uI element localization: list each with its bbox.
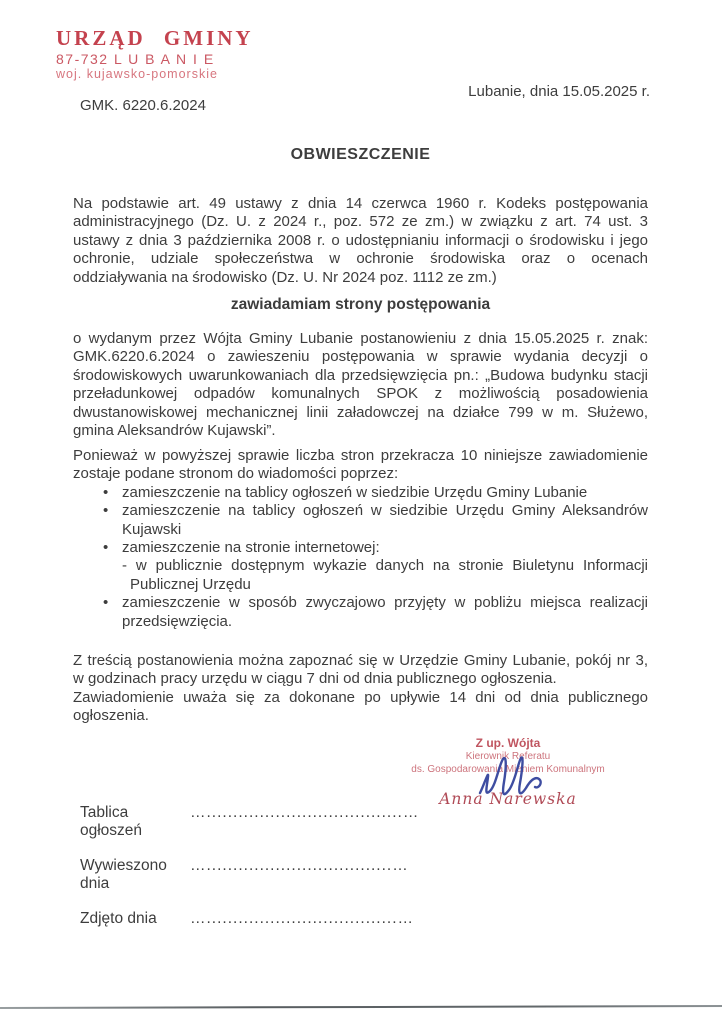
decision-paragraph: o wydanym przez Wójta Gminy Lubanie postanowieniu z dnia 15.05.2025 r. znak: GMK.6220.6.2024 o zawieszeniu postępowania w sprawie wydania decyzji o środowiskowych uwarunkowaniach dla przedsięwzięcia pn.: „Budowa budynku stacji przeładunkowej odpadów komunalnych SPOK z możliwością posadowienia dwustanowiskowej mechanicznej linii załadowczej na działce 799 w m. Służewo, gmina Aleksandrów Kujawski”.: [73, 330, 648, 440]
access-info-section: [73, 652, 648, 726]
stamp-office-name: URZĄD GMINY: [56, 26, 254, 50]
signature-position-line1: Kierownik Referatu: [465, 751, 551, 763]
signatory-name: Anna Narewska: [439, 790, 577, 809]
list-item: [73, 539, 648, 594]
list-item-text: zamieszczenie na tablicy ogłoszeń w siedzibie Urzędu Gminy Aleksandrów Kujawski: [122, 502, 648, 538]
signature-position-line2: ds. Gospodarowania Mieniem Komunalnym: [411, 763, 605, 775]
dotted-fill-line: …...................................…: [190, 857, 409, 874]
stamp-postal-address: 87-732 L U B A N I E: [56, 51, 215, 67]
list-item-text: zamieszczenie na tablicy ogłoszeń w siedzibie Urzędu Gminy Lubanie: [122, 483, 588, 501]
field-label: Zdjęto dnia: [80, 910, 157, 927]
posted-date-field: [80, 857, 480, 893]
handwritten-signature-icon: [470, 750, 556, 800]
posting-record-fields: [80, 804, 480, 945]
bullet-icon: •: [103, 502, 109, 520]
bullet-icon: •: [103, 539, 109, 557]
field-label: Tablica ogłoszeń: [80, 804, 143, 839]
dotted-fill-line: ….....................................…: [190, 804, 420, 821]
stamp-voivodeship: woj. kujawsko-pomorskie: [56, 67, 218, 81]
signature-authority: Z up. Wójta: [475, 736, 541, 750]
legal-basis-paragraph: Na podstawie art. 49 ustawy z dnia 14 czerwca 1960 r. Kodeks postępowania administracyjnego (Dz. U. z 2024 r., poz. 572 ze zm.) w związku z art. 74 ust. 3 ustawy z dnia 3 października 2008 r. o udostępnianiu informacji o środowisku i jego ochronie, udziale społeczeństwa w ochronie środowiska oraz o ocenach oddziaływania na środowisko (Dz. U. Nr 2024 poz. 1112 ze zm.): [73, 195, 648, 286]
distribution-section: [73, 447, 648, 631]
reference-number: GMK. 6220.6.2024: [80, 97, 206, 114]
list-subitem-text: - w publicznie dostępnym wykazie danych na stronie Biuletynu Informacji Publicznej Urzędu: [122, 557, 648, 593]
bullet-icon: •: [103, 483, 109, 501]
document-title: OBWIESZCZENIE: [290, 146, 431, 163]
notice-heading: zawiadamiam strony postępowania: [230, 296, 491, 313]
removed-date-field: [80, 910, 480, 928]
date-line: Lubanie, dnia 15.05.2025 r.: [468, 83, 650, 100]
access-info-paragraph: Z treścią postanowienia można zapoznać się w Urzędzie Gminy Lubanie, pokój nr 3, w godzinach pracy urzędu w ciągu 7 dni od dnia publicznego ogłoszenia.: [73, 652, 648, 688]
notice-board-field: [80, 804, 480, 840]
list-item: [73, 502, 648, 539]
bullet-icon: •: [103, 594, 109, 612]
signature-block: [378, 736, 638, 808]
list-item: [73, 484, 648, 502]
list-item-text: zamieszczenie w sposób zwyczajowo przyjęty w pobliżu miejsca realizacji przedsięwzięcia.: [122, 594, 648, 630]
deemed-served-paragraph: Zawiadomienie uważa się za dokonane po upływie 14 dni od dnia publicznego ogłoszenia.: [73, 688, 648, 725]
scan-artifact-line: [0, 1005, 722, 1009]
distribution-intro: Ponieważ w powyższej sprawie liczba stron przekracza 10 niniejsze zawiadomienie zostaje podane stronom do wiadomości poprzez:: [73, 447, 648, 483]
dotted-fill-line: …....................................…: [190, 910, 415, 927]
list-item-text: zamieszczenie na stronie internetowej:: [122, 539, 380, 557]
list-item: [73, 594, 648, 631]
field-label: Wywieszono dnia: [80, 857, 167, 892]
distribution-list: [73, 484, 648, 631]
office-stamp: [56, 28, 254, 81]
